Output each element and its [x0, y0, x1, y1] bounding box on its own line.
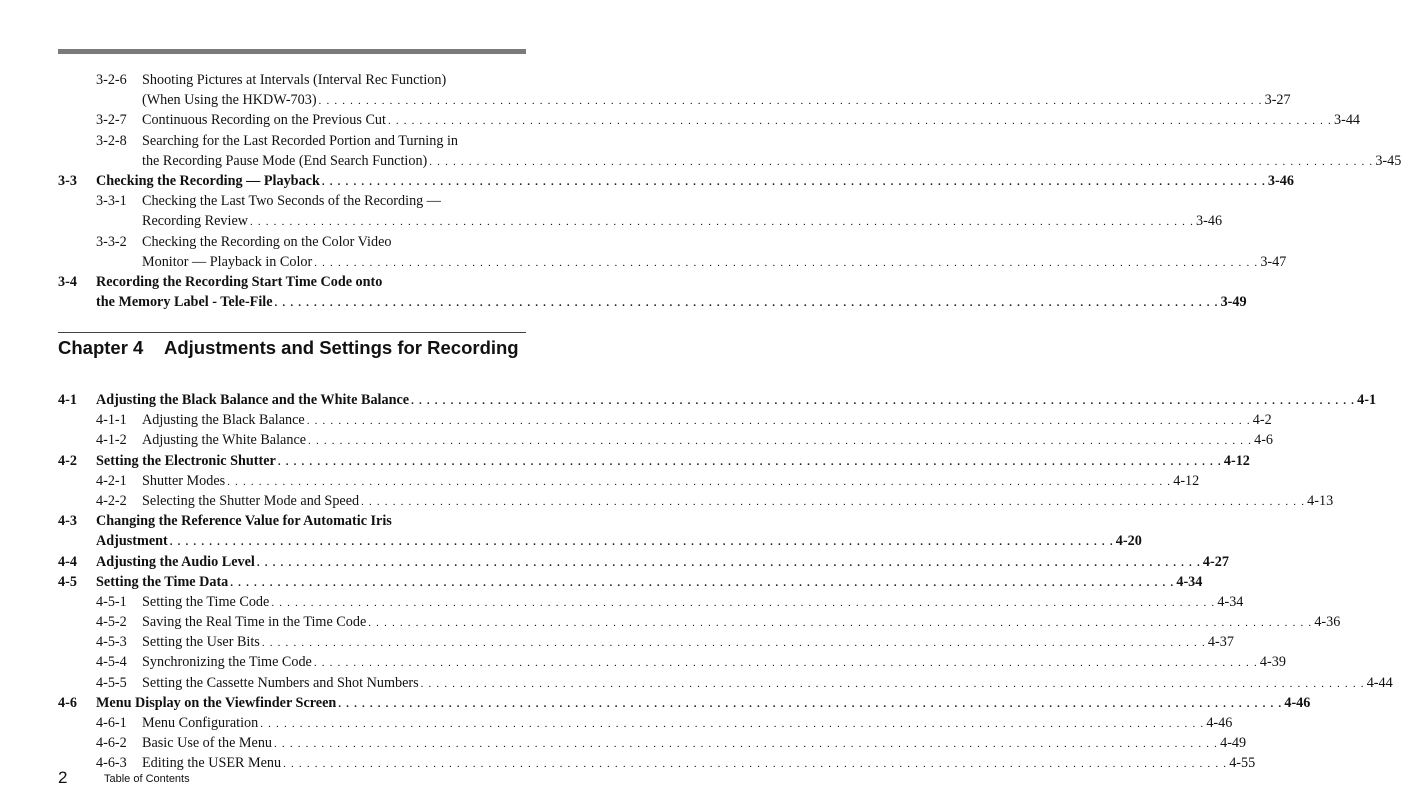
- toc-title: Synchronizing the Time Code: [142, 654, 312, 671]
- toc-title: Saving the Real Time in the Time Code: [142, 614, 367, 631]
- toc-line: [58, 491, 1334, 511]
- toc-line: [58, 390, 1377, 410]
- toc-title: Menu Configuration: [142, 715, 259, 731]
- toc-number: 3-3-2: [96, 233, 127, 250]
- leader-dots: . . . . . . . . . . . . . . . . . . . . . . . . . . . . . . . . . . . . . . . . . . . . . . . . . . . . . . . . . . . . . . . . . . . . . . . . . . . . . . . . . . . . . . . . . . . . . . . . . . . . . . . . . . . . . . . . . . . . . . . .: [230, 576, 1175, 589]
- footer-label: Table of Contents: [104, 773, 190, 785]
- leader-dots: . . . . . . . . . . . . . . . . . . . . . . . . . . . . . . . . . . . . . . . . . . . . . . . . . . . . . . . . . . . . . . . . . . . . . . . . . . . . . . . . . . . . . . . . . . . . . . . . . . . . . . . . . . . . . . . . . . . . . . . .: [314, 256, 1259, 269]
- toc-title: Adjusting the Audio Level: [96, 553, 255, 570]
- toc-title: Setting the Time Code: [142, 593, 270, 610]
- toc-title: the Recording Pause Mode (End Search Function): [142, 152, 428, 169]
- toc-line: [58, 90, 1291, 110]
- toc-page-number: 4-55: [1229, 755, 1256, 772]
- toc-section-entry[interactable]: [58, 572, 1203, 592]
- chapter-divider: [58, 332, 526, 333]
- toc-number: 4-1-2: [96, 432, 127, 449]
- toc-number: 4-4: [58, 553, 77, 570]
- toc-line: [58, 70, 526, 90]
- leader-dots: . . . . . . . . . . . . . . . . . . . . . . . . . . . . . . . . . . . . . . . . . . . . . . . . . . . . . . . . . . . . . . . . . . . . . . . . . . . . . . . . . . . . . . . . . . . . . . . . . . . . . . . . . . . . . . . . . . . . . . . .: [368, 617, 1313, 630]
- toc-line: [58, 131, 526, 151]
- toc-subsection-entry[interactable]: [58, 652, 1286, 672]
- toc-line: [58, 451, 1250, 471]
- toc-title: Searching for the Last Recorded Portion and Turning in: [142, 132, 459, 149]
- toc-line: [58, 191, 526, 211]
- toc-title: Adjustment: [96, 533, 168, 550]
- chapter-label: Chapter 4: [58, 337, 144, 358]
- toc-title: Adjusting the Black Balance: [142, 412, 305, 429]
- toc-number: 4-5-2: [96, 614, 127, 631]
- toc-line: [58, 713, 1233, 733]
- toc-number: 4-5-1: [96, 593, 127, 610]
- toc-line: [58, 612, 1341, 632]
- toc-line: [58, 110, 1361, 130]
- toc-title: Checking the Recording — Playback: [96, 172, 320, 189]
- toc-number: 4-1: [58, 392, 77, 408]
- toc-line: [58, 430, 1274, 450]
- toc-page-number: 4-13: [1307, 492, 1334, 509]
- toc-subsection-entry[interactable]: [58, 131, 1401, 171]
- toc-line: [58, 552, 1229, 572]
- toc-section-entry[interactable]: [58, 693, 1311, 713]
- toc-page-number: 4-27: [1202, 553, 1229, 570]
- toc-subsection-entry[interactable]: [58, 232, 1287, 272]
- toc-page-number: 4-36: [1314, 614, 1341, 631]
- toc-title: Basic Use of the Menu: [142, 735, 273, 752]
- toc-title: Monitor — Playback in Color: [142, 253, 313, 270]
- toc-number: 4-1-1: [96, 412, 127, 429]
- leader-dots: . . . . . . . . . . . . . . . . . . . . . . . . . . . . . . . . . . . . . . . . . . . . . . . . . . . . . . . . . . . . . . . . . . . . . . . . . . . . . . . . . . . . . . . . . . . . . . . . . . . . . . . . . . . . . . . . . . . . . . . .: [321, 175, 1266, 188]
- toc-line: [58, 753, 1256, 773]
- toc-page-number: 4-2: [1252, 412, 1272, 429]
- toc-section-entry[interactable]: [58, 451, 1250, 471]
- toc-list-chapter-4: [58, 390, 1393, 774]
- toc-page-number: 4-12: [1223, 452, 1250, 469]
- leader-dots: . . . . . . . . . . . . . . . . . . . . . . . . . . . . . . . . . . . . . . . . . . . . . . . . . . . . . . . . . . . . . . . . . . . . . . . . . . . . . . . . . . . . . . . . . . . . . . . . . . . . . . . . . . . . . . . . . . . . . . . .: [361, 495, 1306, 508]
- toc-page-number: 4-49: [1220, 735, 1247, 752]
- toc-title: the Memory Label - Tele-File: [96, 294, 273, 311]
- toc-title: Changing the Reference Value for Automatic Iris: [96, 513, 392, 530]
- page-number: 2: [58, 768, 68, 787]
- leader-dots: . . . . . . . . . . . . . . . . . . . . . . . . . . . . . . . . . . . . . . . . . . . . . . . . . . . . . . . . . . . . . . . . . . . . . . . . . . . . . . . . . . . . . . . . . . . . . . . . . . . . . . . . . . . . . . . . . . . . . . . .: [283, 758, 1228, 771]
- toc-page-number: 4-34: [1217, 593, 1244, 610]
- toc-page-number: 4-6: [1254, 432, 1274, 449]
- toc-line: [58, 151, 1401, 171]
- toc-page-number: 3-47: [1260, 253, 1287, 270]
- header-rule: [58, 49, 526, 54]
- leader-dots: . . . . . . . . . . . . . . . . . . . . . . . . . . . . . . . . . . . . . . . . . . . . . . . . . . . . . . . . . . . . . . . . . . . . . . . . . . . . . . . . . . . . . . . . . . . . . . . . . . . . . . . . . . . . . . . . . . . . . . . .: [411, 395, 1356, 407]
- toc-number: 4-5-3: [96, 634, 127, 651]
- toc-title: Editing the USER Menu: [142, 755, 282, 772]
- toc-title: Adjusting the Black Balance and the White Balance: [96, 392, 410, 408]
- toc-number: 4-6-2: [96, 735, 127, 752]
- toc-page-number: 3-27: [1264, 92, 1291, 109]
- toc-line: [58, 592, 1244, 612]
- toc-section-entry[interactable]: [58, 171, 1294, 191]
- toc-number: 4-6-3: [96, 755, 127, 772]
- toc-number: 3-2-8: [96, 132, 127, 149]
- toc-line: [58, 693, 1311, 713]
- toc-page-number: 4-34: [1176, 573, 1203, 590]
- toc-number: 3-2-6: [96, 72, 127, 88]
- chapter-title: Adjustments and Settings for Recording: [164, 337, 519, 358]
- toc-number: 4-5: [58, 573, 77, 590]
- toc-page-number: 3-44: [1334, 112, 1361, 129]
- toc-title: Setting the User Bits: [142, 634, 260, 651]
- toc-title: Setting the Time Data: [96, 573, 229, 590]
- toc-title: (When Using the HKDW-703): [142, 92, 317, 109]
- toc-title: Selecting the Shutter Mode and Speed: [142, 492, 360, 509]
- leader-dots: . . . . . . . . . . . . . . . . . . . . . . . . . . . . . . . . . . . . . . . . . . . . . . . . . . . . . . . . . . . . . . . . . . . . . . . . . . . . . . . . . . . . . . . . . . . . . . . . . . . . . . . . . . . . . . . . . . . . . . . .: [271, 596, 1216, 609]
- leader-dots: . . . . . . . . . . . . . . . . . . . . . . . . . . . . . . . . . . . . . . . . . . . . . . . . . . . . . . . . . . . . . . . . . . . . . . . . . . . . . . . . . . . . . . . . . . . . . . . . . . . . . . . . . . . . . . . . . . . . . . . .: [318, 95, 1263, 108]
- toc-title: Shooting Pictures at Intervals (Interval Rec Function): [142, 72, 447, 88]
- toc-line: [58, 673, 1393, 693]
- toc-number: 3-3: [58, 172, 77, 189]
- toc-subsection-entry[interactable]: [58, 491, 1334, 511]
- toc-line: [58, 272, 526, 292]
- leader-dots: . . . . . . . . . . . . . . . . . . . . . . . . . . . . . . . . . . . . . . . . . . . . . . . . . . . . . . . . . . . . . . . . . . . . . . . . . . . . . . . . . . . . . . . . . . . . . . . . . . . . . . . . . . . . . . . . . . . . . . . .: [256, 556, 1201, 569]
- toc-page-number: 4-1: [1357, 392, 1377, 408]
- leader-dots: . . . . . . . . . . . . . . . . . . . . . . . . . . . . . . . . . . . . . . . . . . . . . . . . . . . . . . . . . . . . . . . . . . . . . . . . . . . . . . . . . . . . . . . . . . . . . . . . . . . . . . . . . . . . . . . . . . . . . . . .: [261, 637, 1206, 650]
- leader-dots: . . . . . . . . . . . . . . . . . . . . . . . . . . . . . . . . . . . . . . . . . . . . . . . . . . . . . . . . . . . . . . . . . . . . . . . . . . . . . . . . . . . . . . . . . . . . . . . . . . . . . . . . . . . . . . . . . . . . . . . .: [227, 475, 1172, 488]
- toc-subsection-entry[interactable]: [58, 70, 1291, 110]
- leader-dots: . . . . . . . . . . . . . . . . . . . . . . . . . . . . . . . . . . . . . . . . . . . . . . . . . . . . . . . . . . . . . . . . . . . . . . . . . . . . . . . . . . . . . . . . . . . . . . . . . . . . . . . . . . . . . . . . . . . . . . . .: [338, 697, 1283, 710]
- leader-dots: . . . . . . . . . . . . . . . . . . . . . . . . . . . . . . . . . . . . . . . . . . . . . . . . . . . . . . . . . . . . . . . . . . . . . . . . . . . . . . . . . . . . . . . . . . . . . . . . . . . . . . . . . . . . . . . . . . . . . . . .: [429, 155, 1374, 168]
- leader-dots: . . . . . . . . . . . . . . . . . . . . . . . . . . . . . . . . . . . . . . . . . . . . . . . . . . . . . . . . . . . . . . . . . . . . . . . . . . . . . . . . . . . . . . . . . . . . . . . . . . . . . . . . . . . . . . . . . . . . . . . .: [249, 216, 1195, 229]
- leader-dots: . . . . . . . . . . . . . . . . . . . . . . . . . . . . . . . . . . . . . . . . . . . . . . . . . . . . . . . . . . . . . . . . . . . . . . . . . . . . . . . . . . . . . . . . . . . . . . . . . . . . . . . . . . . . . . . . . . . . . . . .: [260, 718, 1205, 730]
- toc-number: 4-3: [58, 513, 77, 530]
- toc-title: Checking the Recording on the Color Video: [142, 233, 392, 250]
- toc-line: [58, 171, 1294, 191]
- toc-number: 4-2-2: [96, 492, 127, 509]
- toc-subsection-entry[interactable]: [58, 410, 1272, 430]
- toc-section-entry[interactable]: [58, 272, 1247, 312]
- toc-list-chapter-3: [58, 70, 1401, 312]
- toc-page-number: 4-37: [1207, 634, 1234, 651]
- toc-line: [58, 410, 1272, 430]
- leader-dots: . . . . . . . . . . . . . . . . . . . . . . . . . . . . . . . . . . . . . . . . . . . . . . . . . . . . . . . . . . . . . . . . . . . . . . . . . . . . . . . . . . . . . . . . . . . . . . . . . . . . . . . . . . . . . . . . . . . . . . . .: [274, 738, 1219, 751]
- toc-line: [58, 511, 526, 531]
- toc-subsection-entry[interactable]: [58, 713, 1233, 733]
- toc-section-entry[interactable]: [58, 552, 1229, 572]
- toc-title: Recording the Recording Start Time Code onto: [96, 273, 383, 290]
- toc-line: [58, 292, 1247, 312]
- toc-line: [58, 733, 1247, 753]
- toc-number: 4-2-1: [96, 472, 127, 489]
- toc-title: Checking the Last Two Seconds of the Recording —: [142, 193, 441, 210]
- toc-page-number: 3-45: [1375, 152, 1401, 169]
- leader-dots: . . . . . . . . . . . . . . . . . . . . . . . . . . . . . . . . . . . . . . . . . . . . . . . . . . . . . . . . . . . . . . . . . . . . . . . . . . . . . . . . . . . . . . . . . . . . . . . . . . . . . . . . . . . . . . . . . . . . . . . .: [306, 415, 1251, 428]
- leader-dots: . . . . . . . . . . . . . . . . . . . . . . . . . . . . . . . . . . . . . . . . . . . . . . . . . . . . . . . . . . . . . . . . . . . . . . . . . . . . . . . . . . . . . . . . . . . . . . . . . . . . . . . . . . . . . . . . . . . . . . . .: [308, 435, 1253, 448]
- toc-page-number: 4-39: [1259, 654, 1286, 671]
- toc-title: Continuous Recording on the Previous Cut: [142, 112, 386, 129]
- toc-title: Menu Display on the Viewfinder Screen: [96, 694, 337, 711]
- toc-subsection-entry[interactable]: [58, 110, 1361, 130]
- toc-title: Shutter Modes: [142, 472, 226, 489]
- toc-subsection-entry[interactable]: [58, 673, 1393, 693]
- toc-line: [58, 572, 1203, 592]
- toc-page-number: 3-46: [1196, 213, 1223, 230]
- toc-page-number: 4-12: [1173, 472, 1200, 489]
- toc-line: [58, 652, 1286, 672]
- toc-number: 4-2: [58, 452, 77, 469]
- toc-title: Adjusting the White Balance: [142, 432, 307, 449]
- toc-section-entry[interactable]: [58, 511, 1142, 551]
- toc-subsection-entry[interactable]: [58, 471, 1200, 491]
- toc-line: [58, 232, 526, 252]
- leader-dots: . . . . . . . . . . . . . . . . . . . . . . . . . . . . . . . . . . . . . . . . . . . . . . . . . . . . . . . . . . . . . . . . . . . . . . . . . . . . . . . . . . . . . . . . . . . . . . . . . . . . . . . . . . . . . . . . . . . . . . . .: [420, 677, 1365, 690]
- toc-page-number: 3-46: [1267, 172, 1294, 189]
- toc-number: 3-2-7: [96, 112, 127, 129]
- leader-dots: . . . . . . . . . . . . . . . . . . . . . . . . . . . . . . . . . . . . . . . . . . . . . . . . . . . . . . . . . . . . . . . . . . . . . . . . . . . . . . . . . . . . . . . . . . . . . . . . . . . . . . . . . . . . . . . . . . . . . . . .: [277, 455, 1222, 468]
- toc-number: 4-6-1: [96, 715, 127, 731]
- toc-title: Setting the Cassette Numbers and Shot Numbers: [142, 674, 419, 691]
- toc-number: 3-3-1: [96, 193, 127, 210]
- toc-subsection-entry[interactable]: [58, 753, 1256, 773]
- toc-subsection-entry[interactable]: [58, 612, 1341, 632]
- toc-number: 4-5-4: [96, 654, 127, 671]
- toc-subsection-entry[interactable]: [58, 733, 1247, 753]
- toc-number: 3-4: [58, 273, 77, 290]
- toc-page-number: 4-46: [1206, 715, 1233, 731]
- toc-title: Recording Review: [142, 213, 248, 230]
- leader-dots: . . . . . . . . . . . . . . . . . . . . . . . . . . . . . . . . . . . . . . . . . . . . . . . . . . . . . . . . . . . . . . . . . . . . . . . . . . . . . . . . . . . . . . . . . . . . . . . . . . . . . . . . . . . . . . . . . . . . . . . .: [387, 115, 1333, 128]
- toc-line: [58, 211, 1223, 231]
- toc-line: [58, 531, 1142, 551]
- toc-page-number: 4-46: [1284, 694, 1311, 711]
- toc-line: [58, 632, 1234, 652]
- toc-subsection-entry[interactable]: [58, 632, 1234, 652]
- toc-subsection-entry[interactable]: [58, 592, 1244, 612]
- toc-page-number: 3-49: [1220, 294, 1247, 311]
- toc-section-entry[interactable]: [58, 390, 1377, 410]
- toc-subsection-entry[interactable]: [58, 430, 1274, 450]
- leader-dots: . . . . . . . . . . . . . . . . . . . . . . . . . . . . . . . . . . . . . . . . . . . . . . . . . . . . . . . . . . . . . . . . . . . . . . . . . . . . . . . . . . . . . . . . . . . . . . . . . . . . . . . . . . . . . . . . . . . . . . . .: [169, 536, 1114, 549]
- leader-dots: . . . . . . . . . . . . . . . . . . . . . . . . . . . . . . . . . . . . . . . . . . . . . . . . . . . . . . . . . . . . . . . . . . . . . . . . . . . . . . . . . . . . . . . . . . . . . . . . . . . . . . . . . . . . . . . . . . . . . . . .: [313, 657, 1258, 670]
- toc-line: [58, 252, 1287, 272]
- toc-line: [58, 471, 1200, 491]
- toc-subsection-entry[interactable]: [58, 191, 1223, 231]
- toc-page-number: 4-44: [1366, 674, 1393, 691]
- toc-page-number: 4-20: [1115, 533, 1142, 550]
- toc-title: Setting the Electronic Shutter: [96, 452, 276, 469]
- leader-dots: . . . . . . . . . . . . . . . . . . . . . . . . . . . . . . . . . . . . . . . . . . . . . . . . . . . . . . . . . . . . . . . . . . . . . . . . . . . . . . . . . . . . . . . . . . . . . . . . . . . . . . . . . . . . . . . . . . . . . . . .: [274, 297, 1219, 310]
- toc-number: 4-5-5: [96, 674, 127, 691]
- toc-number: 4-6: [58, 694, 77, 711]
